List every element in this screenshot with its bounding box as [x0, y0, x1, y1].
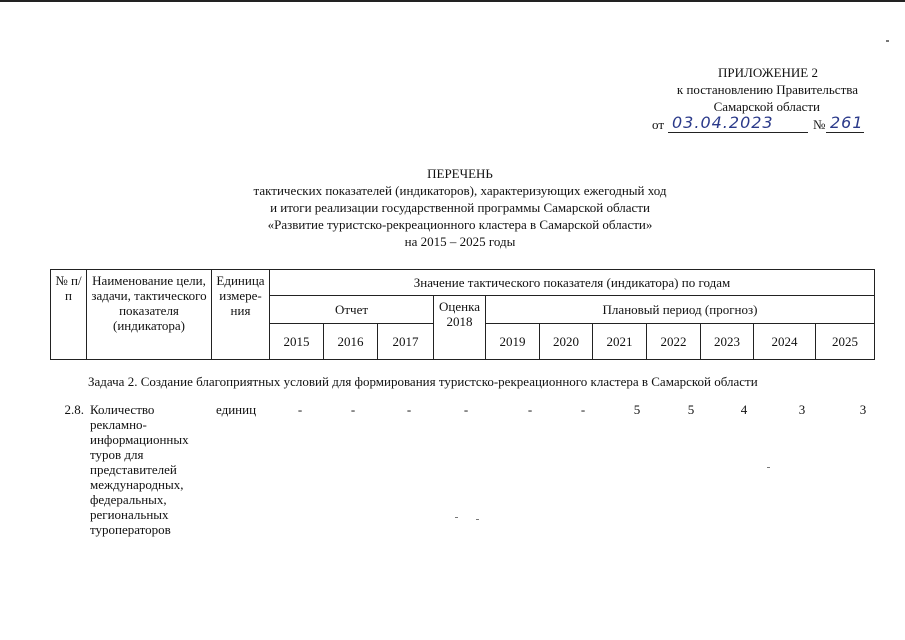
scan-speck	[455, 517, 458, 518]
title-line-4: «Развитие туристско-рекреационного кластера в Самарской области»	[267, 217, 653, 232]
handwritten-number: 261	[830, 113, 864, 132]
row-value-2020: -	[580, 402, 586, 417]
row-value-2019: -	[527, 402, 533, 417]
task-heading: Задача 2. Создание благоприятных условий для формирования туристско-рекреационного кластера в Самарской области	[88, 374, 758, 389]
year-2021: 2021	[593, 324, 647, 360]
title-line-1: ПЕРЕЧЕНЬ	[427, 166, 493, 181]
year-2016: 2016	[324, 324, 378, 360]
number-prefix: №	[813, 117, 826, 132]
header-num: № п/п	[51, 270, 87, 360]
header-plan: Плановый период (прогноз)	[486, 296, 875, 324]
header-estimate: Оценка 2018	[434, 296, 486, 360]
appendix-line-2: к постановлению Правительства	[676, 82, 858, 97]
row-value-2017: -	[406, 402, 412, 417]
row-value-2025: 3	[859, 402, 867, 417]
row-value-2024: 3	[798, 402, 806, 417]
row-num: 2.8.	[64, 402, 84, 417]
date-underline	[668, 132, 808, 133]
appendix-block	[600, 64, 890, 115]
year-2015: 2015	[270, 324, 324, 360]
row-value-2018: -	[463, 402, 469, 417]
top-border-line	[0, 0, 905, 2]
row-value-2016: -	[350, 402, 356, 417]
appendix-title: ПРИЛОЖЕНИЕ 2	[718, 65, 818, 80]
appendix-line-3: Самарской области	[713, 99, 820, 114]
date-prefix: от	[652, 117, 665, 132]
row-value-2021: 5	[633, 402, 641, 417]
document-title	[100, 165, 820, 250]
scan-speck	[767, 467, 770, 468]
year-2025: 2025	[816, 324, 875, 360]
year-2020: 2020	[540, 324, 593, 360]
row-value-2022: 5	[687, 402, 695, 417]
year-2023: 2023	[701, 324, 754, 360]
number-underline	[826, 132, 864, 133]
year-2017: 2017	[378, 324, 434, 360]
scan-speck	[886, 40, 889, 42]
scan-speck	[476, 519, 479, 520]
indicator-table-header	[50, 269, 875, 360]
title-line-5: на 2015 – 2025 годы	[404, 234, 516, 249]
year-2022: 2022	[647, 324, 701, 360]
header-values: Значение тактического показателя (индикатора) по годам	[270, 270, 875, 296]
row-value-2023: 4	[740, 402, 748, 417]
header-name: Наименование цели, задачи, тактического показателя (индикатора)	[87, 270, 212, 360]
row-value-2015: -	[297, 402, 303, 417]
title-line-3: и итоги реализации государственной программы Самарской области	[270, 200, 650, 215]
row-unit: единиц	[216, 402, 257, 417]
header-unit: Единица измере-ния	[212, 270, 270, 360]
title-line-2: тактических показателей (индикаторов), характеризующих ежегодный ход	[253, 183, 667, 198]
handwritten-date: 03.04.2023	[672, 113, 774, 132]
year-2024: 2024	[754, 324, 816, 360]
header-report: Отчет	[270, 296, 434, 324]
row-name: Количество рекламно-информационных туров для представителей международных, федеральных, региональных туроператоров	[90, 402, 189, 537]
year-2019: 2019	[486, 324, 540, 360]
appendix-date-number	[650, 115, 890, 135]
